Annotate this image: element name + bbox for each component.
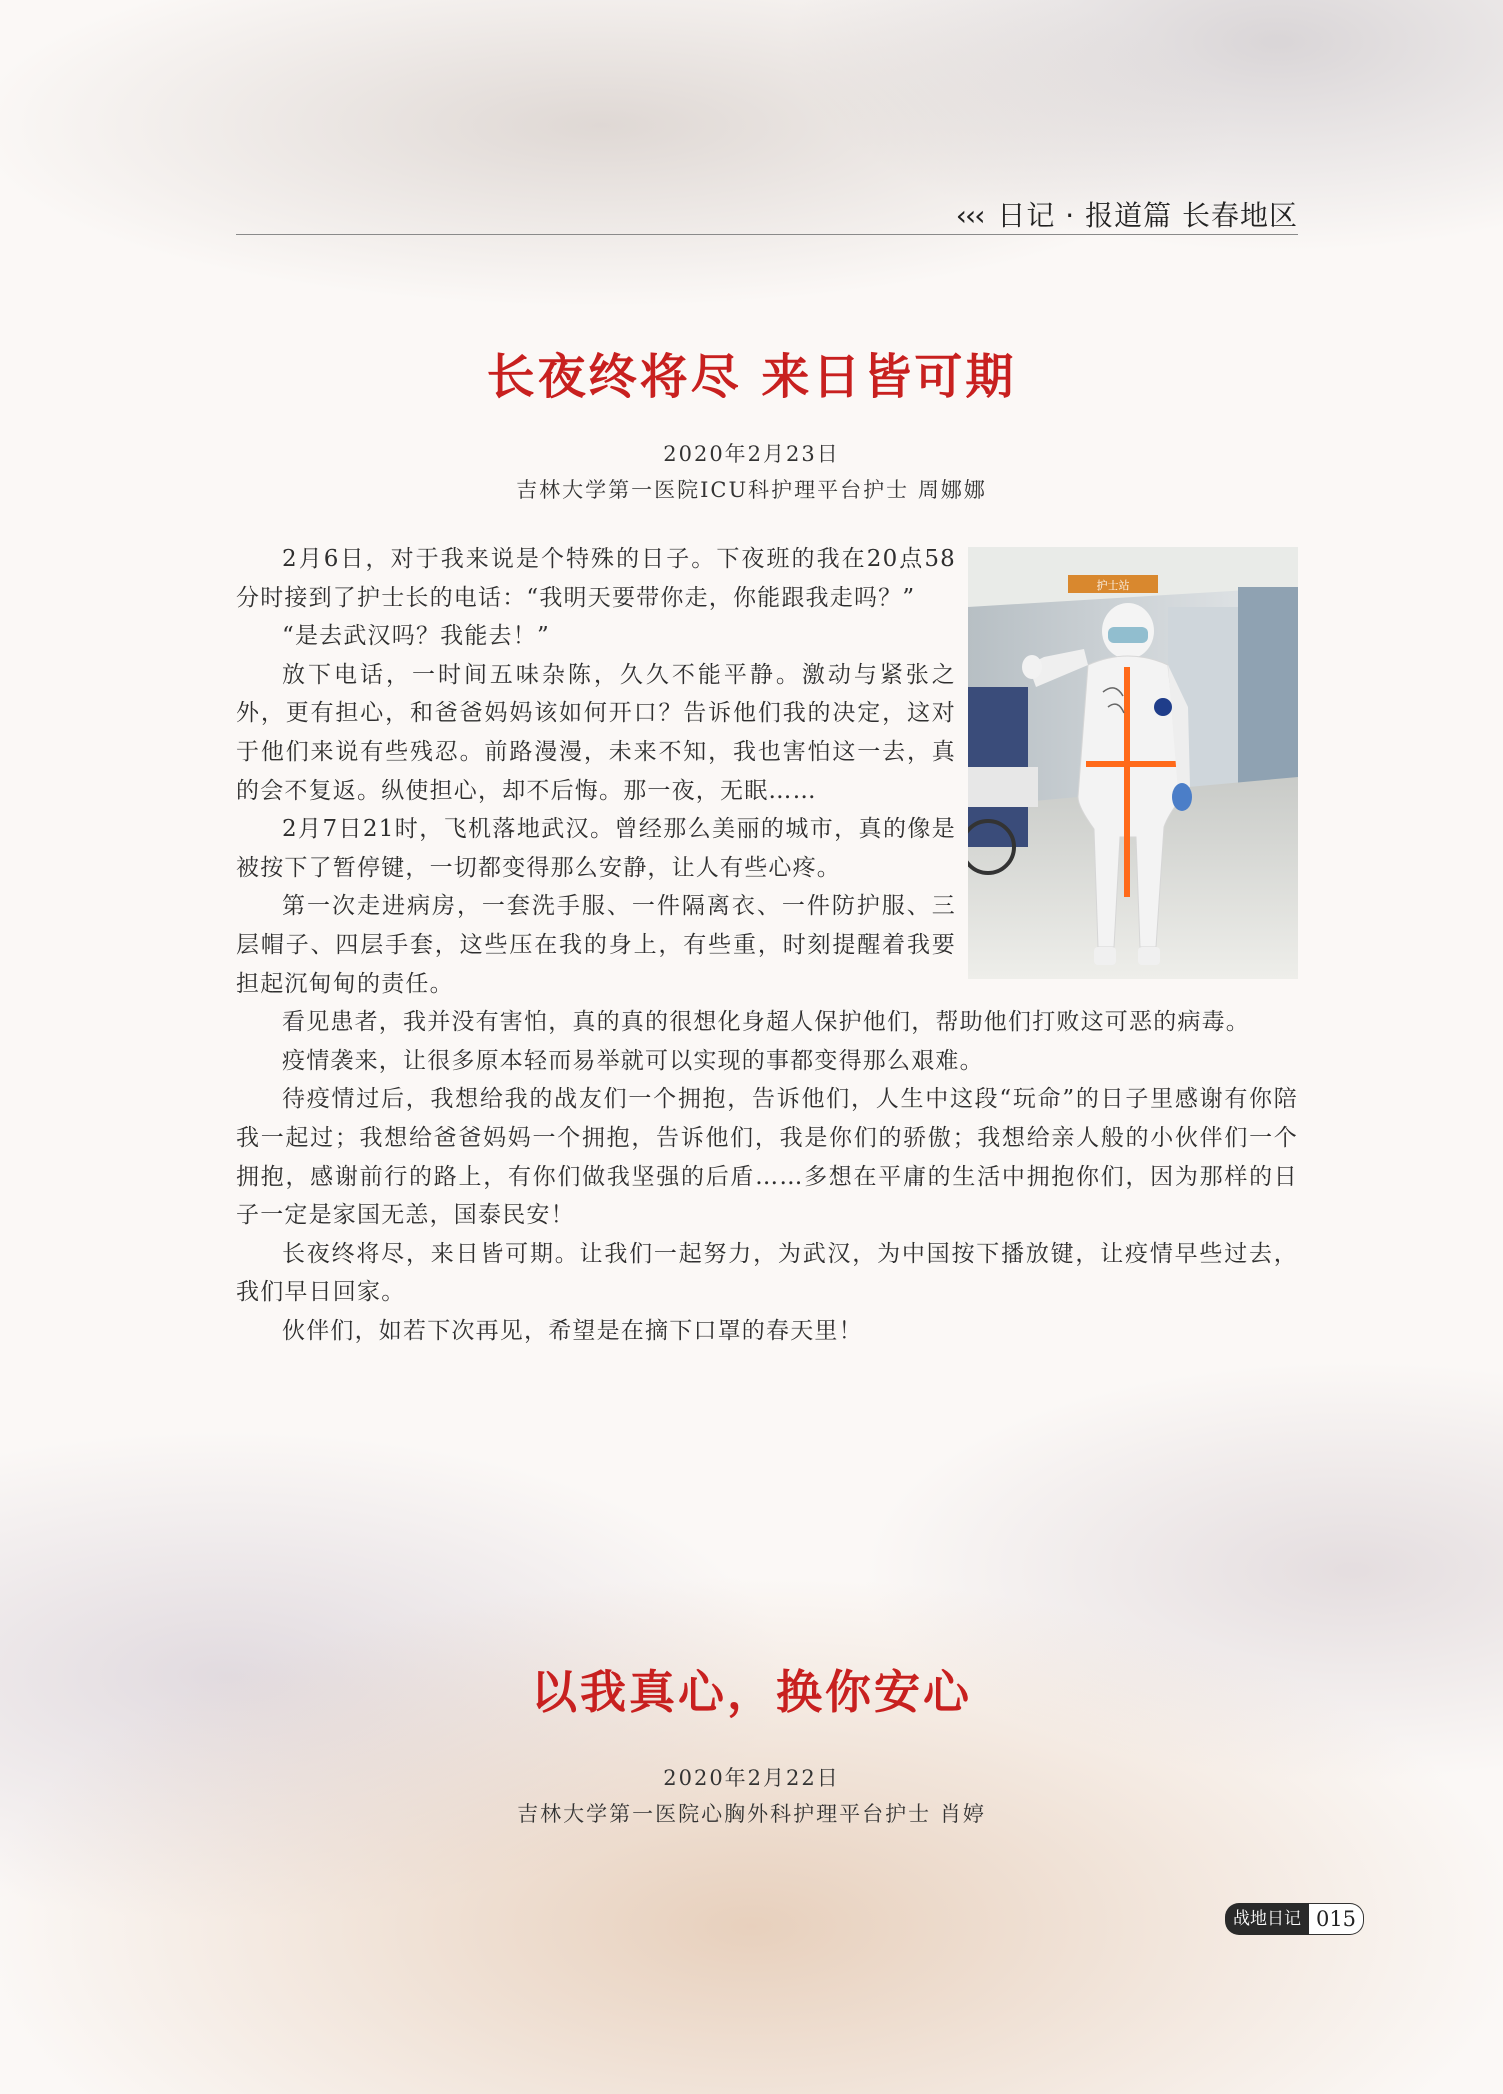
article-body (236, 540, 1298, 1350)
page-number: 015 (1309, 1903, 1364, 1935)
paragraph: 待疫情过后，我想给我的战友们一个拥抱，告诉他们，人生中这段“玩命”的日子里感谢有你陪我一起过；我想给爸爸妈妈一个拥抱，告诉他们，我是你们的骄傲；我想给亲人般的小伙伴们一个拥抱，感谢前行的路上，有你们做我坚强的后盾……多想在平庸的生活中拥抱你们，因为那样的日子一定是家国无恙，国泰民安！ (236, 1086, 1298, 1229)
second-article-date: 2020年2月22日 (663, 1766, 840, 1790)
article-author: 吉林大学第一医院ICU科护理平台护士 周娜娜 (516, 478, 987, 502)
photo-spacer (956, 540, 1298, 990)
chevron-left-icon: ‹‹‹ (955, 199, 984, 232)
paragraph: 看见患者，我并没有害怕，真的真的很想化身超人保护他们，帮助他们打败这可恶的病毒。 (282, 1009, 1250, 1036)
paragraph: 2月6日，对于我来说是个特殊的日子。下夜班的我在20点58分时接到了护士长的电话：“我明天要带你走，你能跟我走吗？” (236, 546, 956, 611)
section-label: 日记 · 报道篇 长春地区 (997, 199, 1298, 232)
page-header (236, 190, 1298, 235)
article-title: 长夜终将尽 来日皆可期 (486, 349, 1017, 405)
ward-sign-text: 护士站 (1096, 579, 1130, 592)
paragraph: 伙伴们，如若下次再见，希望是在摘下口罩的春天里！ (282, 1317, 863, 1344)
paragraph: 长夜终将尽，来日皆可期。让我们一起努力，为武汉，为中国按下播放键，让疫情早些过去，我们早日回家。 (236, 1240, 1298, 1306)
article-date: 2020年2月23日 (663, 442, 840, 466)
second-article-author: 吉林大学第一医院心胸外科护理平台护士 肖婷 (517, 1802, 986, 1826)
paragraph: “是去武汉吗？我能去！” (282, 623, 550, 650)
section-heading (956, 194, 1298, 234)
paragraph: 放下电话，一时间五味杂陈，久久不能平静。激动与紧张之外，更有担心，和爸爸妈妈该如何开口？告诉他们我的决定，这对于他们来说有些残忍。前路漫漫，未来不知，我也害怕这一去，真的会不复返。纵使担心，却不后悔。那一夜，无眠…… (236, 661, 956, 804)
publication-label: 战地日记 (1225, 1903, 1309, 1935)
second-article-title: 以我真心，换你安心 (531, 1665, 972, 1719)
paragraph: 第一次走进病房，一套洗手服、一件隔离衣、一件防护服、三层帽子、四层手套，这些压在我的身上，有些重，时刻提醒着我要担起沉甸甸的责任。 (236, 893, 956, 997)
page-number-badge (1225, 1903, 1367, 1935)
paragraph: 2月7日21时，飞机落地武汉。曾经那么美丽的城市，真的像是被按下了暂停键，一切都变得那么安静，让人有些心疼。 (236, 816, 956, 881)
paragraph: 疫情袭来，让很多原本轻而易举就可以实现的事都变得那么艰难。 (282, 1047, 984, 1074)
